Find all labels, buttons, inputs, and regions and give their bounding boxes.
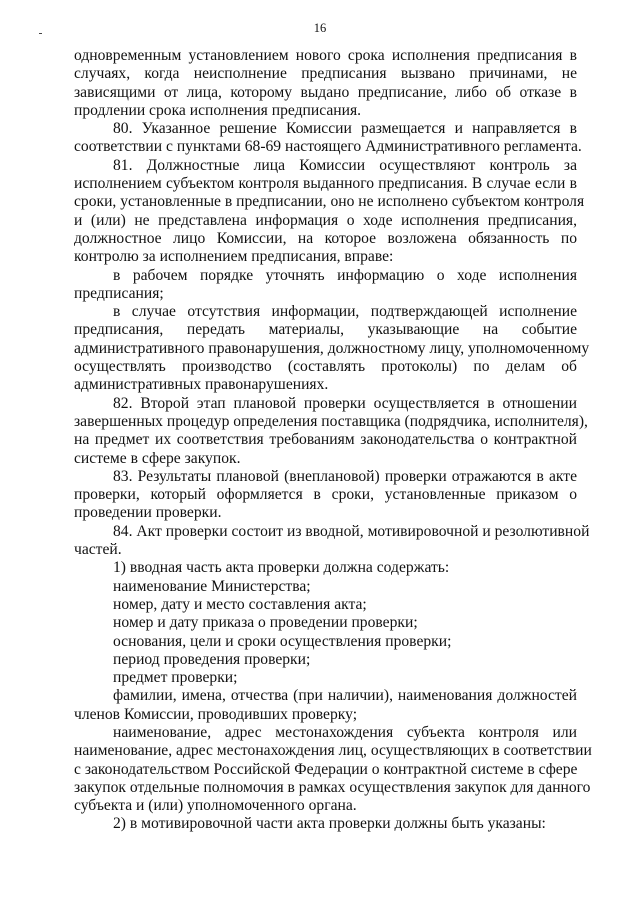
text-line: системе в сфере закупок. (74, 449, 241, 467)
text-line: проведении проверки. (74, 504, 222, 522)
text-line: случаях, когда неисполнение предписания вызвано причинами, не (74, 65, 577, 83)
page-number: 16 (313, 21, 327, 35)
intro-item (74, 633, 577, 651)
intro-part-title (74, 559, 577, 577)
intro-item (74, 596, 577, 614)
text-line: 81. Должностные лица Комиссии осуществляют контроль за (113, 156, 577, 174)
paragraph-81-item-a (74, 267, 577, 304)
text-line: 80. Указанное решение Комиссии размещается и направляется в (113, 120, 577, 138)
intro-members (74, 687, 577, 724)
text-line: наименование, адрес местонахождения лиц, осуществляющих в соответствии (74, 742, 592, 760)
text-line: 82. Второй этап плановой проверки осуществляется в отношении (113, 394, 577, 412)
text-line: продлении срока исполнения предписания. (74, 101, 362, 119)
paragraph-continuation (74, 47, 577, 120)
document-body (74, 47, 592, 834)
text-line: основания, цели и сроки осуществления проверки; (113, 632, 452, 650)
text-line: одновременным установлением нового срока исполнения предписания в (74, 47, 577, 64)
text-line: контролю за исполнением предписания, вправе: (74, 248, 394, 266)
text-line: должностное лицо Комиссии, на которое возложена обязанность по (74, 229, 577, 247)
intro-item (74, 614, 577, 632)
paragraph-80 (74, 120, 582, 157)
text-line: зависящими от лица, которому выдано предписание, либо об отказе в (74, 83, 577, 101)
text-line: субъекта и (или) уполномоченного органа. (74, 797, 357, 815)
text-line: членов Комиссии, проводивших проверку; (74, 705, 358, 723)
text-line: частей. (74, 541, 122, 559)
paragraph-84 (74, 522, 590, 560)
intro-item (74, 651, 577, 669)
text-line: и (или) не представлена информация о ходе исполнения предписания, (74, 211, 577, 229)
text-line: 83. Результаты плановой (внеплановой) проверки отражаются в акте (113, 467, 577, 485)
intro-subject (74, 723, 592, 815)
paragraph-81-item-b (74, 303, 590, 394)
text-line: 84. Акт проверки состоит из вводной, мотивировочной и резолютивной (113, 522, 590, 540)
text-line: завершенных процедур определения поставщика (подрядчика, исполнителя), (74, 412, 588, 430)
text-line: исполнением субъектом контроля выданного предписания. В случае если в (74, 175, 577, 193)
intro-item (74, 669, 577, 687)
text-line: на предмет их соответствия требованиям законодательства о контрактной (74, 431, 577, 449)
intro-item (74, 578, 577, 596)
text-line: фамилии, имена, отчества (при наличии), наименования должностей (113, 687, 577, 705)
text-line: проверки, который оформляется в сроки, установленные приказом о (74, 486, 577, 504)
paragraph-83 (74, 468, 577, 523)
paragraph-81 (74, 156, 585, 267)
paragraph-82 (74, 394, 588, 468)
text-line: период проведения проверки; (113, 650, 311, 668)
text-line: 2) в мотивировочной части акта проверки должны быть указаны: (113, 815, 546, 833)
motive-part-title (74, 815, 577, 833)
text-line: наименование, адрес местонахождения субъекта контроля или (113, 723, 577, 741)
text-line: с законодательством Российской Федерации о контрактной системе в сфере (74, 760, 578, 778)
text-line: сроки, установленные в предписании, оно не исполнено субъектом контроля (74, 193, 585, 211)
text-line: номер, дату и место составления акта; (113, 595, 367, 613)
text-line: закупок отдельные полномочия в рамках осуществления закупок для данного (74, 778, 591, 796)
text-line: административных правонарушениях. (74, 376, 329, 394)
text-line: административного правонарушения, должностному лицу, уполномоченному (74, 339, 590, 357)
text-line: предписания; (74, 284, 164, 302)
text-line: наименование Министерства; (113, 577, 311, 595)
text-line: предписания, передать материалы, указывающие на событие (74, 321, 577, 339)
text-line: в рабочем порядке уточнять информацию о ходе исполнения (113, 266, 577, 284)
text-line: предмет проверки; (113, 669, 238, 687)
text-line: соответствии с пунктами 68-69 настоящего Административного регламента. (74, 138, 582, 156)
text-line: номер и дату приказа о проведении проверки; (113, 614, 418, 632)
text-line: осуществлять производство (составлять протоколы) по делам об (74, 358, 577, 376)
text-line: 1) вводная часть акта проверки должна содержать: (113, 559, 450, 577)
text-line: в случае отсутствия информации, подтверждающей исполнение (113, 303, 577, 321)
